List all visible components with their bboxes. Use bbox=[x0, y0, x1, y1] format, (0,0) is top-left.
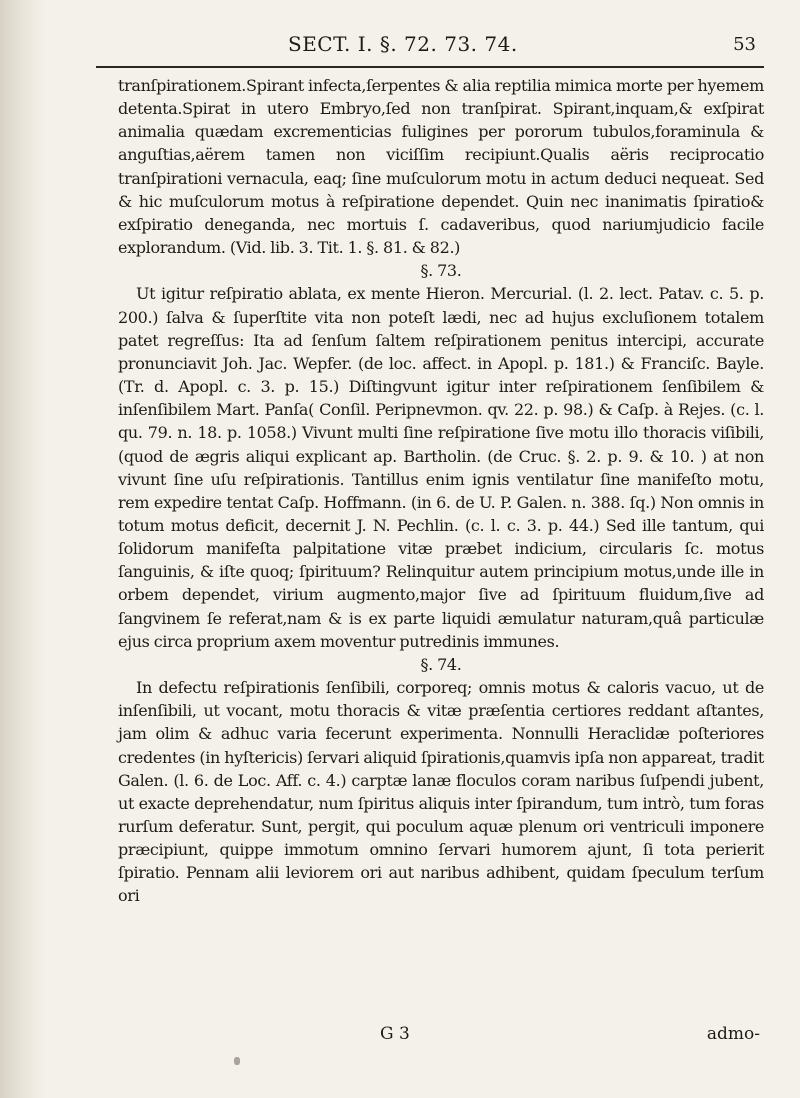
body-text bbox=[118, 74, 764, 908]
paragraph-section-74: In defectu reſpirationis ſenſibili, corporeq; omnis motus & caloris vacuo, ut de inſenſibili, ut vocant, motu thoracis & vitæ præſentia certiores reddant aſtantes, jam olim & adhuc varia fecerunt experimenta. Nonnulli Heraclidæ poſteriores credentes (in hyſtericis) ſervari aliquid ſpirationis,quamvis ipſa non appareat, tradit Galen. (l. 6. de Loc. Aff. c. 4.) carptæ lanæ floculos coram naribus ſuſpendi jubent, ut exacte deprehendatur, num ſpiritus aliquis inter ſpirandum, tum intrò, tum foras rurſum deferatur. Sunt, pergit, qui poculum aquæ plenum ori ventriculi imponere præcipiunt, quippe immotum omnino ſervari humorem ajunt, ſi tota perierit ſpiratio. Pennam alii leviorem ori aut naribus adhibent, quidam ſpeculum terſum ori bbox=[118, 678, 764, 906]
page-number: 53 bbox=[733, 34, 756, 55]
header-rule bbox=[96, 66, 764, 68]
page-header bbox=[40, 32, 764, 62]
binding-shadow bbox=[0, 0, 46, 1098]
page-footer bbox=[118, 1024, 764, 1050]
catchword: admo- bbox=[706, 1024, 760, 1044]
running-head: SECT. I. §. 72. 73. 74. bbox=[288, 32, 518, 56]
section-heading-73: §. 73. bbox=[420, 261, 462, 281]
paragraph-continued: tranſpirationem.Spirant infecta,ſerpentes & alia reptilia mimica morte per hyemem detenta.Spirat in utero Embryo,ſed non tranſpirat. Spirant,inquam,& exſpirat animalia quædam excrementicias fuligines per pororum tubulos,foraminula & anguſtias,aërem tamen non viciſſim recipiunt.Qualis aëris reciprocatio tranſpirationi vernacula, eaq; ſine muſculorum motu in actum deduci nequeat. Sed & hic muſculorum motus à reſpiratione dependet. Quin nec inanimatis ſpiratio& exſpiratio deneganda, nec mortuis ſ. cadaveribus, quod nariumjudicio facile explorandum. (Vid. lib. 3. Tit. 1. §. 81. & 82.) bbox=[118, 76, 764, 258]
signature-mark: G 3 bbox=[380, 1024, 410, 1044]
paragraph-section-73: Ut igitur reſpiratio ablata, ex mente Hieron. Mercurial. (l. 2. lect. Patav. c. 5. p. 200.) ſalva & ſuperſtite vita non poteſt lædi, nec ad hujus excluſionem totalem patet regreſſus: Ita ad ſenſum ſaltem reſpirationem penitus intercipi, accurate pronunciavit Joh. Jac. Wepfer. (de loc. affect. in Apopl. p. 181.) & Franciſc. Bayle.(Tr. d. Apopl. c. 3. p. 15.) Diſtingvunt igitur inter reſpirationem ſenſibilem & inſenſibilem Mart. Panſa( Conſil. Peripnevmon. qv. 22. p. 98.) & Caſp. à Rejes. (c. l. qu. 79. n. 18. p. 1058.) Vivunt multi ſine reſpiratione ſive motu illo thoracis viſibili, (quod de ægris aliqui explicant ap. Bartholin. (de Cruc. §. 2. p. 9. & 10. ) at non vivunt ſine uſu reſpirationis. Tantillus enim ignis ventilatur ſine manifeſto motu, rem expedire tentat Caſp. Hoffmann. (in 6. de U. P. Galen. n. 388. ſq.) Non omnis in totum motus deficit, decernit J. N. Pechlin. (c. l. c. 3. p. 44.) Sed ille tantum, qui ſolidorum manifeſta palpitatione vitæ præbet indicium, circularis ſc. motus ſanguinis, & iſte quoq; ſpirituum? Relinquitur autem principium motus,unde ille in orbem dependet, virium augmento,major ſive ad ſpirituum fluidum,ſive ad ſangvinem ſe referat,nam & is ex parte liquidi æmulatur naturam,quâ particulæ ejus circa proprium axem moventur putredinis immunes. bbox=[118, 284, 764, 651]
section-heading-74: §. 74. bbox=[420, 654, 462, 674]
ink-spot bbox=[234, 1057, 240, 1065]
